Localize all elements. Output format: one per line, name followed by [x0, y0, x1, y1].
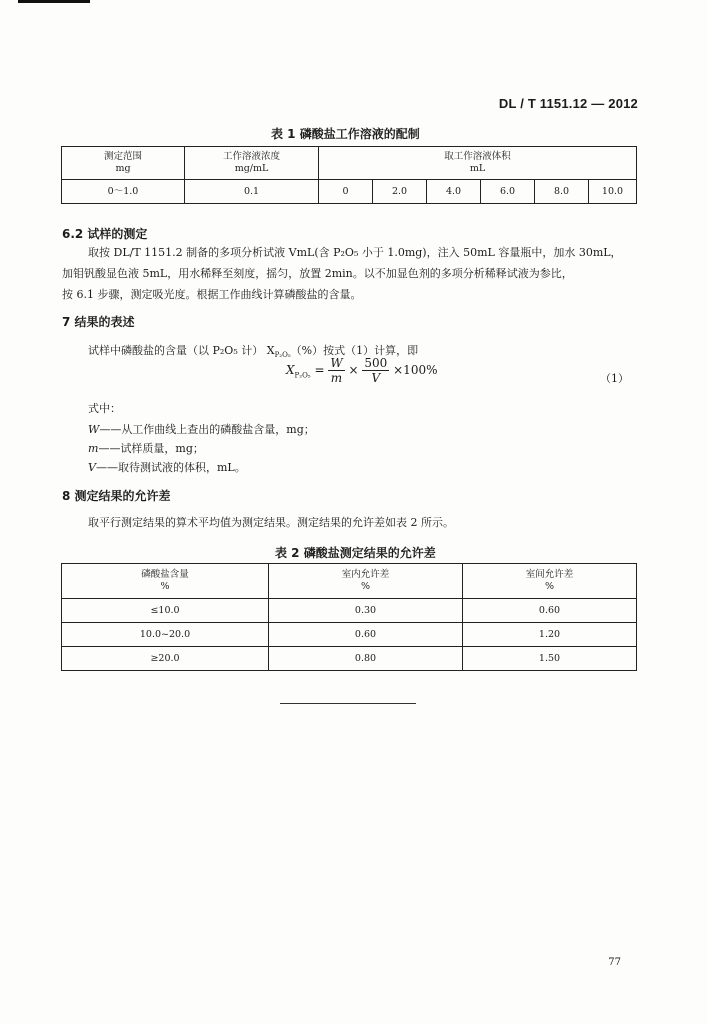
section-6-2-line2: 加钼钒酸显色液 5mL，用水稀释至刻度，摇匀，放置 2min。以不加显色剂的多项分析稀释试液为参比， [62, 267, 573, 280]
table-row: 10.0~20.0 0.60 1.20 [62, 623, 637, 647]
standard-number: DL / T 1151.12 — 2012 [498, 96, 638, 111]
fraction-w-over-m: $\frac{W}{m}$ [330, 356, 343, 385]
t2-header-inter: 室间允许差 % [463, 564, 637, 599]
definition-m: m——试样质量，mg； [88, 442, 204, 455]
table2 [61, 563, 637, 671]
t1-cell-range: 0～1.0 [62, 180, 185, 204]
end-rule [280, 703, 416, 704]
page-number: 77 [608, 957, 621, 968]
t1-header-conc: 工作溶液浓度 mg/mL [185, 147, 319, 180]
table1 [61, 146, 637, 204]
section-6-2-line3: 按 6.1 步骤，测定吸光度。根据工作曲线计算磷酸盐的含量。 [62, 288, 362, 301]
definition-v: V——取待测试液的体积，mL。 [88, 461, 246, 474]
table2-caption: 表 2 磷酸盐测定结果的允许差 [275, 546, 436, 560]
section-7-heading: 7 结果的表述 [62, 315, 135, 329]
section-6-2-line1: 取按 DL/T 1151.2 制备的多项分析试液 VmL(含 P₂O₅ 小于 1.0mg)，注入 50mL 容量瓶中，加水 30mL， [88, 246, 622, 259]
t1-cell-vol: 8.0 [535, 180, 589, 204]
t1-cell-conc: 0.1 [185, 180, 319, 204]
top-edge-mark [18, 0, 90, 3]
t1-cell-vol: 10.0 [589, 180, 637, 204]
section-8-text: 取平行测定结果的算术平均值为测定结果。测定结果的允许差如表 2 所示。 [88, 516, 454, 529]
where-label: 式中： [88, 402, 121, 415]
t1-header-vol: 取工作溶液体积 mL [319, 147, 637, 180]
formula-1: $X_{P_2O_5}$ = $\frac{W}{m}$ × $\frac{500}{V}$ ×100% [286, 356, 438, 385]
t1-cell-vol: 0 [319, 180, 373, 204]
t2-header-intra: 室内允许差 % [269, 564, 463, 599]
definition-w: W——从工作曲线上查出的磷酸盐含量，mg； [88, 423, 315, 436]
t1-cell-vol: 2.0 [373, 180, 427, 204]
t2-header-content: 磷酸盐含量 % [62, 564, 269, 599]
fraction-500-over-v: $\frac{500}{V}$ [364, 356, 388, 385]
table-row: ≤10.0 0.30 0.60 [62, 599, 637, 623]
equation-number: （1） [600, 372, 629, 385]
t1-header-range: 测定范围 mg [62, 147, 185, 180]
t1-cell-vol: 4.0 [427, 180, 481, 204]
table1-caption: 表 1 磷酸盐工作溶液的配制 [271, 127, 420, 141]
section-6-2-heading: 6.2 试样的测定 [62, 227, 148, 241]
section-8-heading: 8 测定结果的允许差 [62, 489, 171, 503]
table-row: ≥20.0 0.80 1.50 [62, 647, 637, 671]
section-7-intro: 试样中磷酸盐的含量（以 P₂O₅ 计） $X_{P_2O_5}(\%)$按式（1）计算，即 [88, 344, 419, 360]
t1-cell-vol: 6.0 [481, 180, 535, 204]
